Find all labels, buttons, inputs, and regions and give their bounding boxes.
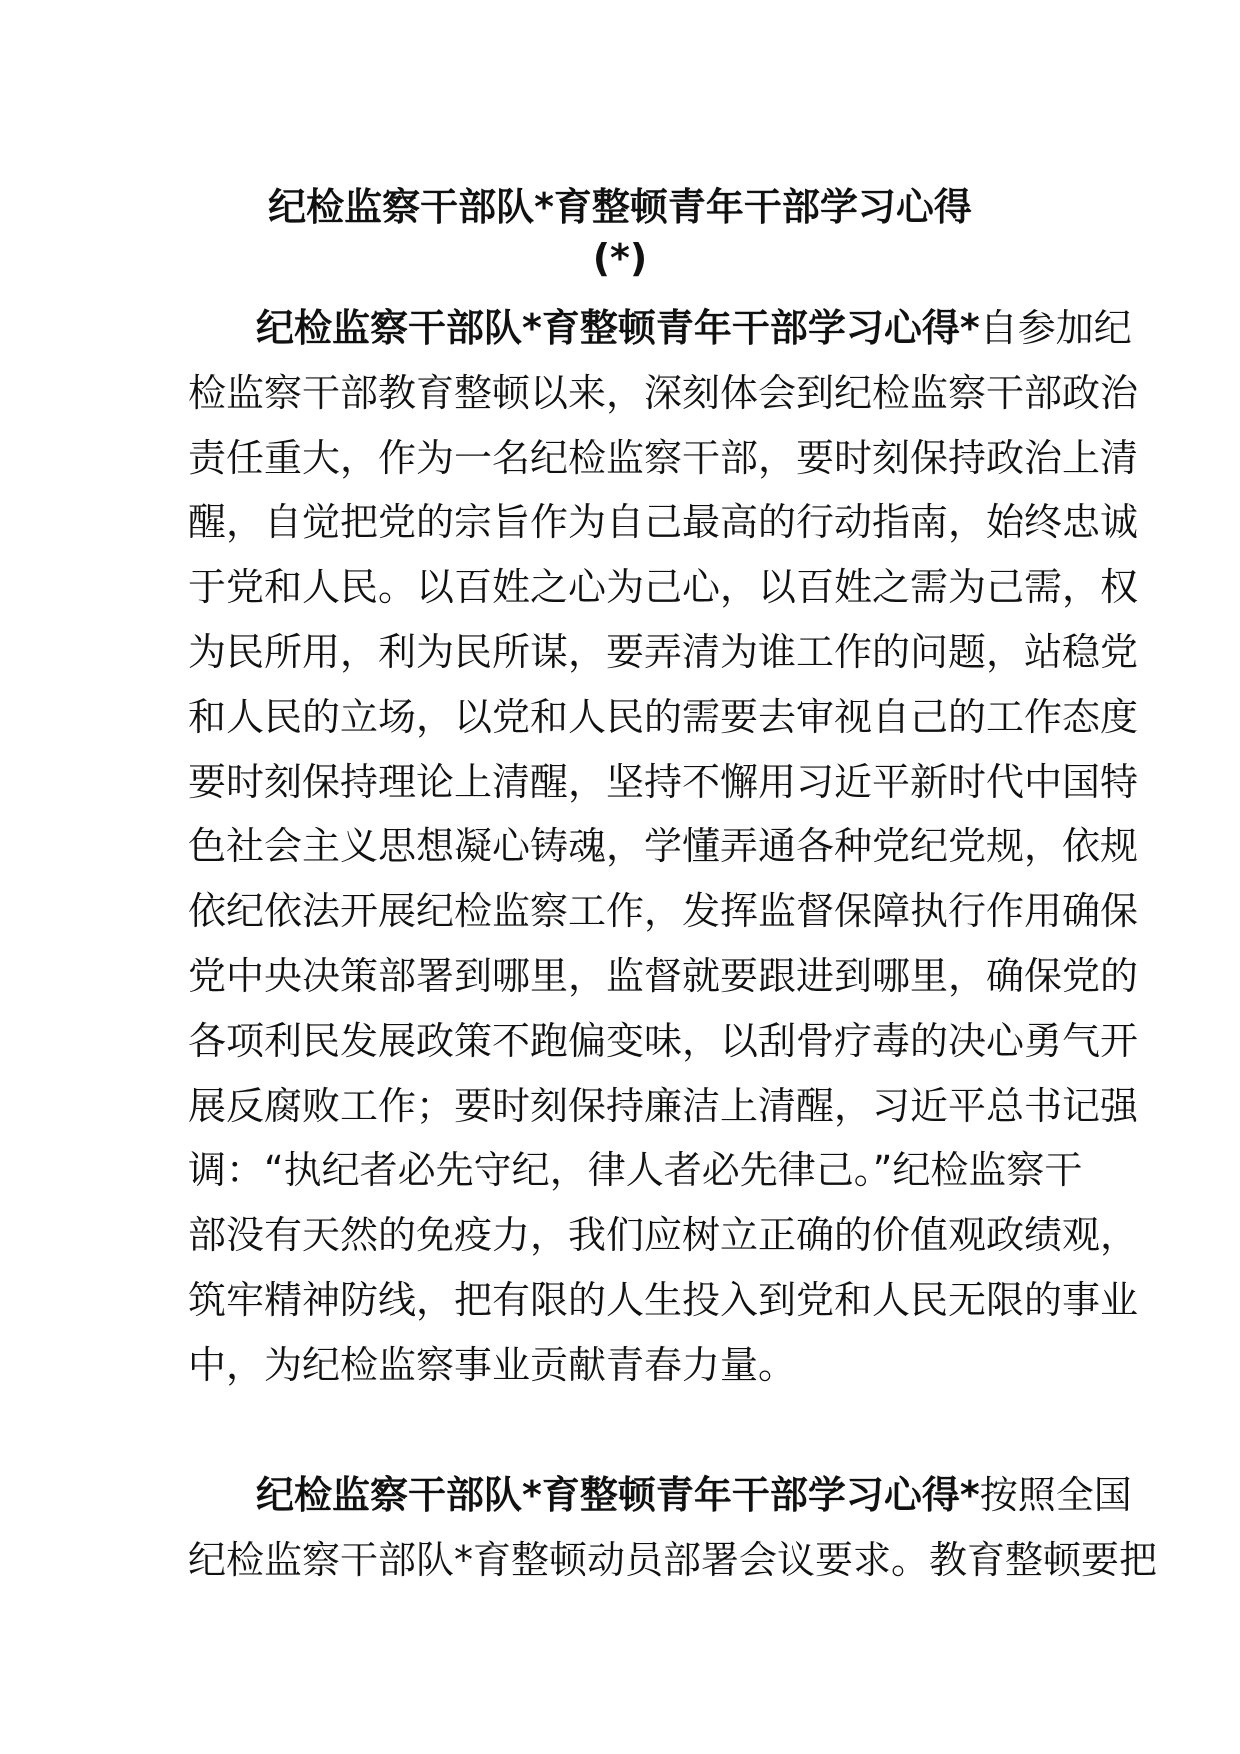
paragraph-line: [188, 1535, 1158, 1585]
paragraph-line-text: 按照全国: [979, 1473, 1132, 1517]
paragraph-lead-bold: 纪检监察干部队*育整顿青年干部学习心得*: [256, 306, 980, 350]
paragraph-line: [188, 757, 1139, 807]
paragraph-line-text: 责任重大，作为一名纪检监察干部，要时刻保持政治上清: [188, 435, 1139, 480]
paragraph-line: [188, 497, 1139, 547]
paragraph-line-text: 部没有天然的免疫力，我们应树立正确的价值观政绩观，: [188, 1213, 1139, 1258]
paragraph-line-text: 展反腐败工作；要时刻保持廉洁上清醒，习近平总书记强: [188, 1083, 1139, 1128]
paragraph-line-text: 和人民的立场，以党和人民的需要去审视自己的工作态度: [188, 694, 1139, 739]
paragraph-line-text: 筑牢精神防线，把有限的人生投入到党和人民无限的事业: [188, 1278, 1139, 1322]
paragraph-line-text: 纪检监察干部队*育整顿动员部署会议要求。教育整顿要把: [188, 1537, 1158, 1582]
paragraph-line-text: 依纪依法开展纪检监察工作，发挥监督保障执行作用确保: [188, 889, 1139, 934]
paragraph-line: [188, 1275, 1139, 1325]
paragraph-line-text: 调：“执纪者必先守纪，律人者必先律己。”纪检监察干: [188, 1148, 1083, 1193]
paragraph-line: [188, 433, 1139, 483]
paragraph-line: [188, 821, 1139, 871]
paragraph-line-text: 要时刻保持理论上清醒，坚持不懈用习近平新时代中国特: [188, 759, 1139, 804]
paragraph-line: [188, 886, 1139, 936]
paragraph-line-text: 党中央决策部署到哪里，监督就要跟进到哪里，确保党的: [188, 954, 1139, 998]
paragraph-line-text: 色社会主义思想凝心铸魂，学懂弄通各种党纪党规，依规: [188, 824, 1139, 869]
paragraph-line-text: 醒，自觉把党的宗旨作为自己最高的行动指南，始终忠诚: [188, 500, 1139, 545]
paragraph-first-line: [256, 1470, 1132, 1520]
paragraph-line: [188, 1145, 1083, 1195]
paragraph-line-text: 各项利民发展政策不跑偏变味，以刮骨疗毒的决心勇气开: [188, 1018, 1139, 1063]
paragraph-line: [188, 951, 1139, 1001]
paragraph-line: [188, 692, 1139, 742]
paragraph-line-text: 检监察干部教育整顿以来，深刻体会到纪检监察干部政治: [188, 370, 1139, 415]
paragraph-line: [188, 1016, 1139, 1066]
paragraph-line: [188, 1340, 1050, 1390]
paragraph-line: [188, 1210, 1139, 1260]
paragraph-line-text: 为民所用，利为民所谋，要弄清为谁工作的问题，站稳党: [188, 630, 1139, 674]
paragraph-line-text: 于党和人民。以百姓之心为己心，以百姓之需为己需，权: [188, 565, 1139, 610]
document-title: 纪检监察干部队*育整顿青年干部学习心得: [268, 185, 972, 229]
paragraph-lead-bold: 纪检监察干部队*育整顿青年干部学习心得*: [256, 1473, 980, 1517]
paragraph-line: [188, 1081, 1139, 1131]
paragraph-line-text: 自参加纪: [979, 306, 1132, 350]
paragraph-line: [188, 368, 1139, 418]
paragraph-line: [188, 562, 1139, 612]
paragraph-line-text: 中，为纪检监察事业贡献青春力量。: [188, 1342, 797, 1387]
paragraph-first-line: [256, 303, 1132, 353]
paragraph-line: [188, 627, 1139, 677]
document-subtitle: (*): [592, 236, 648, 280]
